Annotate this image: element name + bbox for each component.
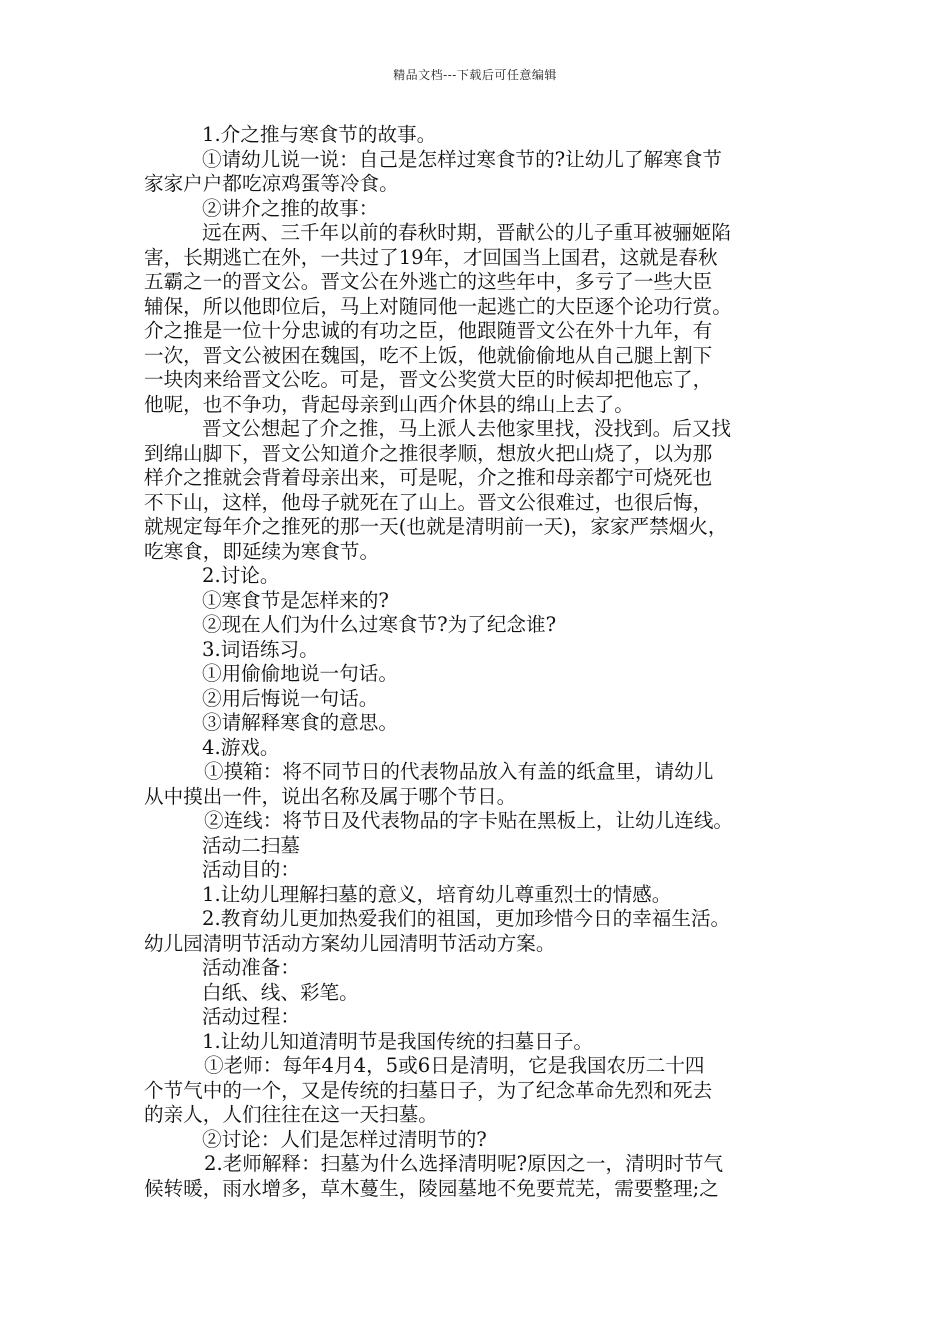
text-line: 活动过程： bbox=[202, 1005, 300, 1028]
text-line: 白纸、线、彩笔。 bbox=[202, 980, 359, 1004]
text-line: ②讲介之推的故事： bbox=[202, 196, 379, 220]
text-line: 到绵山脚下，晋文公知道介之推很孝顺，想放火把山烧了，以为那 bbox=[144, 441, 713, 465]
text-line: 不下山，这样，他母子就死在了山上。晋文公很难过，也很后悔， bbox=[144, 490, 713, 514]
text-line: 远在两、三千年以前的春秋时期，晋献公的儿子重耳被骊姬陷 bbox=[202, 221, 732, 244]
text-line: ②用后悔说一句话。 bbox=[202, 686, 379, 710]
text-line: 2.老师解释：扫墓为什么选择清明呢?原因之一，清明时节气 bbox=[204, 1152, 724, 1175]
text-line: 介之推是一位十分忠诚的有功之臣，他跟随晋文公在外十九年，有 bbox=[144, 319, 713, 342]
text-line: 的亲人，人们往往在这一天扫墓。 bbox=[144, 1103, 438, 1126]
text-line: ①寒食节是怎样来的? bbox=[202, 588, 389, 612]
text-line: 五霸之一的晋文公。晋文公在外逃亡的这些年中，多亏了一些大臣 bbox=[144, 270, 713, 293]
text-line: ①老师：每年4月4，5或6日是清明，它是我国农历二十四 bbox=[204, 1054, 705, 1077]
text-line: 辅保，所以他即位后，马上对随同他一起逃亡的大臣逐个论功行赏。 bbox=[144, 294, 732, 318]
text-line: ②连线：将节日及代表物品的字卡贴在黑板上，让幼儿连线。 bbox=[204, 809, 734, 832]
text-line: 晋文公想起了介之推，马上派人去他家里找，没找到。后又找 bbox=[202, 417, 732, 440]
text-line: 就规定每年介之推死的那一天(也就是清明前一天)，家家严禁烟火， bbox=[144, 515, 728, 538]
text-line: 他呢，也不争功，背起母亲到山西介休县的绵山上去了。 bbox=[144, 392, 634, 416]
page-header: 精品文档---下载后可任意编辑 bbox=[393, 68, 557, 82]
text-line: 一块肉来给晋文公吃。可是，晋文公奖赏大臣的时候却把他忘了， bbox=[144, 368, 713, 391]
text-line: 害，长期逃亡在外，一共过了19年，才回国当上国君，这就是春秋 bbox=[144, 245, 718, 269]
text-line: 吃寒食，即延续为寒食节。 bbox=[144, 539, 380, 563]
text-line: ①摸箱：将不同节日的代表物品放入有盖的纸盒里，请幼儿 bbox=[204, 760, 714, 783]
text-line: ②现在人们为什么过寒食节?为了纪念谁? bbox=[202, 613, 557, 636]
text-line: 4.游戏。 bbox=[202, 735, 280, 759]
text-line: 活动目的： bbox=[202, 858, 300, 881]
text-line: 个节气中的一个，又是传统的扫墓日子，为了纪念革命先烈和死去 bbox=[144, 1078, 713, 1102]
text-line: ②讨论：人们是怎样过清明节的? bbox=[202, 1127, 487, 1151]
text-line: 候转暖，雨水增多，草木蔓生，陵园墓地不免要荒芜，需要整理;之 bbox=[144, 1176, 719, 1200]
text-line: 活动二扫墓 bbox=[202, 833, 300, 857]
text-line: ①用偷偷地说一句话。 bbox=[202, 662, 398, 685]
text-line: 样介之推就会背着母亲出来，可是呢，介之推和母亲都宁可烧死也 bbox=[144, 466, 713, 489]
text-line: 家家户户都吃凉鸡蛋等冷食。 bbox=[144, 172, 399, 195]
text-line: 一次，晋文公被困在魏国，吃不上饭，他就偷偷地从自己腿上割下 bbox=[144, 343, 713, 367]
text-line: 1.让幼儿理解扫墓的意义，培育幼儿尊重烈士的情感。 bbox=[202, 882, 672, 906]
text-line: 从中摸出一件，说出名称及属于哪个节日。 bbox=[144, 784, 517, 808]
text-line: 2.讨论。 bbox=[202, 564, 280, 587]
text-line: 2.教育幼儿更加热爱我们的祖国，更加珍惜今日的幸福生活。 bbox=[202, 907, 731, 930]
text-line: 1.让幼儿知道清明节是我国传统的扫墓日子。 bbox=[202, 1029, 593, 1053]
text-line: 幼儿园清明节活动方案幼儿园清明节活动方案。 bbox=[144, 931, 556, 955]
text-line: 1.介之推与寒食节的故事。 bbox=[202, 123, 437, 146]
text-line: 活动准备： bbox=[202, 956, 300, 979]
text-line: 3.词语练习。 bbox=[202, 637, 319, 661]
text-line: ①请幼儿说一说：自己是怎样过寒食节的?让幼儿了解寒食节 bbox=[202, 147, 722, 171]
document-body bbox=[144, 123, 820, 1201]
text-line: ③请解释寒食的意思。 bbox=[202, 711, 398, 734]
